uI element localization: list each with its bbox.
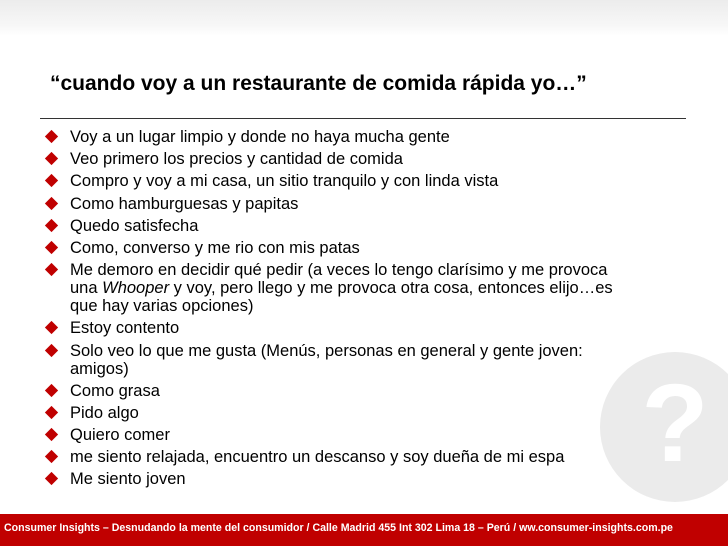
bullet-text: Pido algo	[70, 403, 139, 422]
red-diamond-bullet-icon	[45, 241, 58, 254]
red-diamond-bullet-icon	[45, 130, 58, 143]
list-item	[46, 128, 686, 146]
top-gradient-band	[0, 0, 728, 36]
red-diamond-bullet-icon	[45, 219, 58, 232]
footer-bar	[0, 514, 728, 546]
list-item	[46, 342, 686, 378]
bullet-text: que hay varias opciones)	[70, 297, 254, 316]
bullet-text: Voy a un lugar limpio y donde no haya mucha gente	[70, 128, 450, 146]
red-diamond-bullet-icon	[45, 472, 58, 485]
bullet-text: Como, converso y me rio con mis patas	[70, 238, 360, 257]
red-diamond-bullet-icon	[45, 343, 58, 356]
list-item	[46, 195, 686, 213]
red-diamond-bullet-icon	[45, 406, 58, 419]
list-item	[46, 470, 686, 488]
bullet-text: Me demoro en decidir qué pedir (a veces lo tengo clarísimo y me provoca	[70, 261, 608, 280]
bullet-text: una	[70, 279, 103, 298]
bullet-text: Como grasa	[70, 381, 160, 400]
red-diamond-bullet-icon	[45, 384, 58, 397]
list-item	[46, 261, 686, 315]
list-item	[46, 172, 686, 190]
list-item	[46, 319, 686, 337]
bullet-text: Veo primero los precios y cantidad de comida	[70, 150, 403, 169]
bullet-text: Compro y voy a mi casa, un sitio tranquilo y con linda vista	[70, 172, 499, 191]
title-divider	[40, 118, 686, 119]
bullet-text: amigos)	[70, 359, 129, 378]
red-diamond-bullet-icon	[45, 450, 58, 463]
red-diamond-bullet-icon	[45, 152, 58, 165]
bullet-list	[46, 128, 686, 493]
bullet-text: Solo veo lo que me gusta (Menús, personas en general y gente joven:	[70, 341, 583, 360]
red-diamond-bullet-icon	[45, 428, 58, 441]
bullet-text: Como hamburguesas y papitas	[70, 194, 299, 213]
red-diamond-bullet-icon	[45, 321, 58, 334]
bullet-text: me siento relajada, encuentro un descanso y soy dueña de mi espa	[70, 448, 565, 467]
list-item	[46, 217, 686, 235]
list-item	[46, 239, 686, 257]
red-diamond-bullet-icon	[45, 196, 58, 209]
bullet-text: Quiero comer	[70, 426, 170, 445]
bullet-text: Estoy contento	[70, 319, 180, 338]
slide-title: “cuando voy a un restaurante de comida rápida yo…”	[50, 72, 587, 95]
list-item	[46, 382, 686, 400]
brand-emphasis: Whooper	[102, 279, 170, 298]
question-mark-icon: ?	[600, 352, 728, 502]
list-item	[46, 426, 686, 444]
list-item	[46, 448, 686, 466]
list-item	[46, 404, 686, 422]
footer-text: Consumer Insights – Desnudando la mente del consumidor / Calle Madrid 455 Int 302 Lima 18 – Perú / ww.consumer-insights.com.pe	[4, 522, 673, 534]
red-diamond-bullet-icon	[45, 263, 58, 276]
list-item	[46, 150, 686, 168]
bullet-text: y voy, pero llego y me provoca otra cosa, entonces elijo…es	[169, 279, 613, 298]
red-diamond-bullet-icon	[45, 174, 58, 187]
bullet-text: Quedo satisfecha	[70, 216, 199, 235]
bullet-text: Me siento joven	[70, 470, 186, 489]
